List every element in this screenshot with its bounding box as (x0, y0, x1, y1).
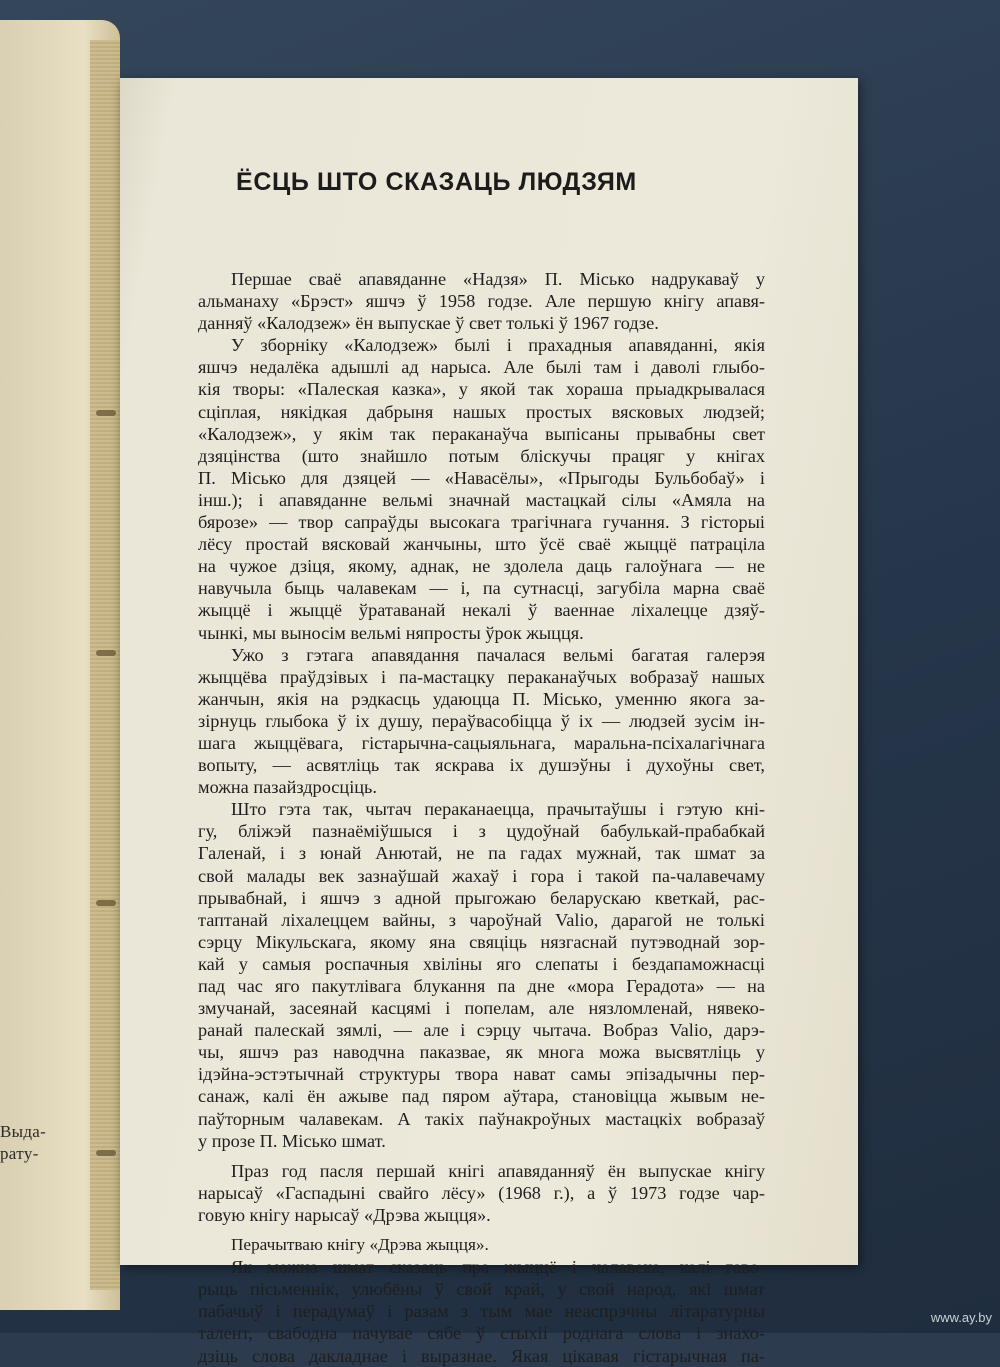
text-line: данняў «Калодзеж» ён выпускае ў свет толькі ў 1967 годзе. (198, 313, 659, 334)
text-line: Праз год пасля першай кнігі апавяданняў ён выпускае кнігу (231, 1160, 765, 1181)
text-line: Галенай, і з юнай Анютай, не па гадах мужнай, так шмат за (198, 843, 765, 864)
text-line: лёсу простай вясковай жанчыны, што ўсё сваё жыццё патраціла (198, 534, 765, 555)
text-line: жыццё і жыццё ўратаванай некалі ў ваеннае ліхалецце дзяў- (198, 600, 765, 621)
binding-stitch (96, 650, 116, 656)
text-line: П. Місько для дзяцей — «Навасёлы», «Прыгоды Бульбобаў» і (198, 467, 765, 488)
text-line: ранай палескай зямлі, — але і сэрцу чытача. Вобраз Valio, дарэ- (198, 1020, 765, 1041)
text-line: у прозе П. Місько шмат. (198, 1130, 386, 1151)
text-line: пад час яго пакутлівага блукання па дне «мора Герадота» — на (198, 976, 765, 996)
text-line: дзіць слова дакладнае і выразнае. Якая цікавая гістарычная па- (198, 1345, 765, 1366)
text-line: нарысаў «Гаспадыні свайго лёсу» (1968 г.), а ў 1973 годзе чар- (198, 1182, 765, 1203)
binding-stitch (96, 1150, 116, 1156)
text-line: Як можна шмат сказаць пра жыццё і чалавека, калі гаво- (231, 1257, 765, 1278)
left-page-text-fragment: ратy- (0, 1144, 39, 1163)
text-line: рыць пісьменнік, улюбёны ў свой край, у свой народ, які шмат (198, 1279, 765, 1300)
text-line: санаж, калі ён ажыве пад пяром аўтара, становіцца жывым не- (198, 1086, 765, 1107)
text-line: «Калодзеж», у якім так пераканаўча выпісаны прывабны свет (198, 423, 765, 444)
text-line: жанчын, якія на рэдкасць удаюцца П. Місько, уменню якога за- (198, 688, 765, 709)
binding-stitch (96, 900, 116, 906)
text-line: вопыту, — асвятліць так яскрава іх душэўны і духоўны свет, (198, 755, 765, 776)
text-line: альманаху «Брэст» яшчэ ў 1958 годзе. Але першую кнігу апавя- (198, 291, 765, 312)
text-line: гу, бліжэй пазнаёміўшыся і з цудоўнай бабулькай-прабабкай (198, 821, 765, 842)
text-line: говую кнігу нарысаў «Дрэва жыцця». (198, 1204, 491, 1225)
article-body (198, 268, 765, 1367)
text-line: жыццёва праўдзівых і па-мастацку пераканаўчых вобразаў нашых (198, 666, 765, 687)
text-line: сціплая, някідкая дабрыня нашых простых вясковых людзей; (198, 401, 765, 422)
text-line: навучыла быць чалавекам — і, па сутнасці, загубіла марна сваё (198, 578, 765, 599)
book-spine (90, 40, 120, 1290)
page-title: ЁСЦЬ ШТО СКАЗАЦЬ ЛЮДЗЯМ (236, 168, 637, 196)
text-line: змучанай, засеянай касцямі і попелам, але нязломленай, нявеко- (198, 998, 765, 1019)
text-line: чы, яшчэ раз наводчна паказвае, як многа можа высвятліць у (198, 1042, 765, 1063)
text-line: на чужое дзіця, якому, аднак, не здолела даць галоўнага — не (198, 556, 765, 577)
text-line: талент, свабодна пачувае сябе ў стыхіі роднага слова і знахо- (198, 1323, 765, 1344)
text-line: бярозе» — твор сапраўды высокага трагічнага гучання. З гісторыі (198, 512, 765, 533)
text-line: зірнуць глыбока ў іх душу, пераўвасобіцца ў іх — людзей зусім ін- (198, 710, 765, 731)
text-line: кай у самыя роспачныя хвіліны яго слепаты і бездапаможнасці (198, 953, 765, 974)
text-line: сэрцу Мікульскага, якому яна свяціць нязгаснай путэводнай зор- (198, 931, 765, 952)
text-line: чынкі, мы выносім вельмі няпросты ўрок жыцця. (198, 622, 584, 643)
text-line: прывабнай, і яшчэ з адной прыгожаю беларускаю кветкай, рас- (198, 887, 765, 908)
text-line: дзяцінства (што знайшло потым бліскучы працяг у кнігах (198, 445, 765, 466)
text-line: яшчэ недалёка адышлі ад нарыса. Але былі там і даволі глыбо- (198, 357, 765, 378)
text-line: паўторным чалавекам. А такіх паўнакроўных мастацкіх вобразаў (198, 1108, 765, 1129)
text-line: Перачытваю кнігу «Дрэва жыцця». (231, 1235, 489, 1255)
text-line: кія творы: «Палеская казка», у якой так хораша прыадкрывалася (198, 379, 765, 400)
text-line: Першае сваё апавяданне «Надзя» П. Місько надрукаваў у (231, 269, 765, 289)
binding-stitch (96, 410, 116, 416)
text-line: ідэйна-эстэтычнай структуры твора нават самы эпізадычны пер- (198, 1064, 765, 1085)
text-line: таптанай ліхалеццем вайны, з чароўнай Valio, дарагой не толькі (198, 909, 765, 930)
text-line: Што гэта так, чытач пераканаецца, прачытаўшы і гэтую кні- (231, 799, 765, 820)
text-line: свой малады век зазнаўшай жахаў і гора і такой па-чалавечаму (198, 865, 765, 886)
watermark: www.ay.by (930, 1310, 992, 1325)
text-line: пабачыў і перадумаў і разам з тым мае неаспрэчны літаратурны (198, 1301, 765, 1322)
text-line: У зборніку «Калодзеж» былі і прахадныя апавяданні, якія (231, 335, 765, 356)
left-page-text-fragment: Выда- (0, 1122, 47, 1141)
text-line: інш.); і апавяданне вельмі значнай мастацкай сілы «Амяла на (198, 489, 765, 510)
text-line: шага жыццёвага, гістарычна-сацыяльнага, маральна-псіхалагічнага (198, 732, 765, 753)
text-line: можна пазайздросціць. (198, 777, 377, 798)
text-line: Ужо з гэтага апавядання пачалася вельмі багатая галерэя (231, 644, 765, 665)
